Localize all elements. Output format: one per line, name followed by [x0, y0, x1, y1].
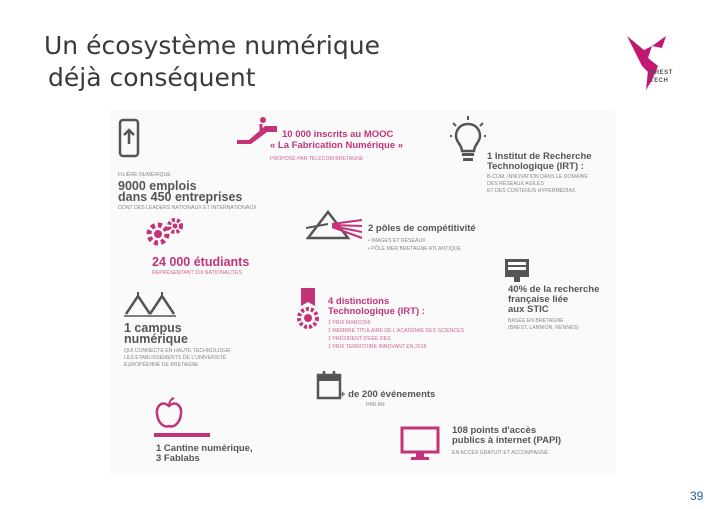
irt-sub-1: B-COM, INNOVATION DANS LE DOMAINE — [487, 174, 588, 180]
recherche-heading-3: aux STIC — [508, 304, 549, 315]
campus-sub-3: EUROPÉENNE DE BRETAGNE — [124, 362, 199, 368]
filiere-big-2: dans 450 entreprises — [118, 190, 243, 204]
irt-heading-2: Technologique (IRT) : — [487, 161, 584, 172]
cantine-heading-1: 1 Cantine numérique, — [156, 443, 253, 454]
recherche-heading-2: française liée — [508, 294, 569, 305]
etudiants-big: 24 000 étudiants — [152, 255, 250, 269]
mooc-sub: PROPOSÉ PAR TÉLÉCOM BRETAGNE — [270, 156, 364, 162]
recherche-sub-2: (BREST, LANNION, RENNES) — [508, 325, 579, 331]
distinctions-heading-1: 4 distinctions — [328, 296, 390, 307]
filiere-big-1: 9000 emplois — [118, 179, 197, 193]
mooc-heading-2: « La Fabrication Numérique » — [270, 140, 404, 151]
divider-bar — [154, 432, 210, 438]
irt-sub-2: DES RÉSEAUX AGILES — [487, 181, 544, 187]
prism-icon — [306, 210, 364, 242]
distinctions-sub-3: 1 PRÉSIDENT D'EEE DES — [328, 336, 391, 342]
campus-big-1: 1 campus — [124, 321, 182, 335]
distinctions-sub-4: 1 PRIX TERRITOIRE INNOVANT EN 2018 — [328, 344, 427, 350]
title-line-1: Un écosystème numérique — [44, 31, 380, 60]
evenements-sub: PAR AN — [366, 402, 385, 408]
poles-sub-1: • IMAGES ET RÉSEAUX — [368, 238, 426, 244]
irt-sub-3: ET DES CONTENUS HYPERMÉDIAS — [487, 188, 576, 194]
papi-heading-2: publics à internet (PAPI) — [452, 435, 562, 446]
title-line-2: déjà conséquent — [48, 63, 256, 92]
filiere-sub: DONT DES LEADERS NATIONAUX ET INTERNATIONAUX — [118, 205, 257, 211]
brest-tech-logo — [622, 30, 692, 96]
filiere-label: FILIÈRE NUMÉRIQUE — [118, 172, 171, 178]
papi-sub: EN ACCÈS GRATUIT ET ACCOMPAGNÉ — [452, 450, 549, 456]
cantine-heading-2: 3 Fablabs — [156, 453, 200, 464]
infographic — [110, 110, 615, 475]
apple-icon — [154, 396, 184, 430]
mooc-heading-1: 10 000 inscrits au MOOC — [282, 129, 394, 140]
irt-heading-1: 1 Institut de Recherche — [487, 151, 592, 162]
distinctions-sub-2: 1 MEMBRE TITULAIRE DE L'ACADÉMIE DES SCIENCES — [328, 328, 465, 334]
recherche-sub-1: BASÉE EN BRETAGNE — [508, 318, 564, 324]
medal-icon — [296, 286, 320, 330]
router-icon — [504, 258, 530, 284]
calendar-icon — [316, 370, 342, 400]
distinctions-heading-2: Technologique (IRT) : — [328, 306, 425, 317]
poles-sub-2: • PÔLE MER BRETAGNE ATLANTIQUE — [368, 246, 461, 252]
recherche-heading-1: 40% de la recherche — [508, 284, 600, 295]
papi-heading-1: 108 points d'accès — [452, 425, 537, 436]
page-number: 39 — [690, 489, 704, 503]
logo-line-2: TECH — [650, 78, 669, 84]
lightbulb-icon — [450, 116, 486, 164]
campus-sub-2: LES ÉTABLISSEMENTS DE L'UNIVERSITÉ — [124, 355, 227, 361]
distinctions-sub-1: 1 PRIX MARCONI — [328, 320, 371, 326]
tents-icon — [124, 290, 176, 318]
campus-big-2: numérique — [124, 332, 188, 346]
tablet-icon — [118, 118, 140, 158]
campus-sub-1: QUI CONNECTE EN HAUTE TECHNOLOGIE — [124, 348, 231, 354]
evenements-heading: + de 200 événements — [340, 389, 436, 400]
slide-title — [44, 30, 380, 94]
logo-line-1: BREST — [650, 70, 673, 76]
monitor-icon — [400, 426, 440, 462]
gears-icon — [144, 218, 184, 252]
etudiants-sub: REPRÉSENTANT 119 NATIONALITÉS — [152, 270, 242, 276]
poles-heading: 2 pôles de compétitivité — [368, 223, 476, 234]
